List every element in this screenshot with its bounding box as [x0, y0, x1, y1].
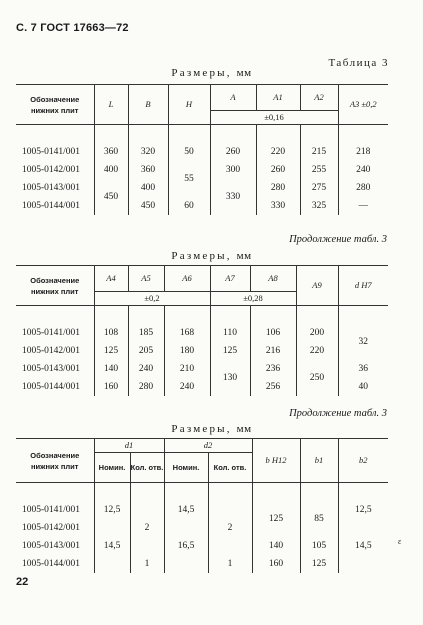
cell: 1005-0144/001 [16, 197, 94, 215]
cell: 2 [208, 501, 252, 555]
header-A5: A5 [128, 266, 164, 292]
cell: 140 [252, 537, 300, 555]
cell: 110 [210, 324, 250, 342]
header-d-H7: d H7 [338, 266, 388, 306]
cell: 14,5 [354, 540, 372, 551]
header-A8: A8 [250, 266, 296, 292]
cell: 180 [164, 342, 210, 360]
header-kol-2: Кол. отв. [208, 453, 252, 483]
page-number: 22 [16, 576, 29, 588]
header-b2: b2 [338, 439, 388, 483]
row-label-header: Обозначение нижних плит [16, 439, 94, 483]
cell: 250 [296, 360, 338, 396]
cell: 450 [94, 179, 128, 215]
cell: 240 [128, 360, 164, 378]
subtitle-text: Размеры, [171, 250, 232, 262]
header-B: B [128, 85, 168, 125]
cell: 216 [250, 342, 296, 360]
cell: 16,5 [164, 519, 208, 573]
cell: 2 [130, 501, 164, 555]
cell: 55 [168, 161, 210, 197]
cell: 236 [250, 360, 296, 378]
cell: 106 [250, 324, 296, 342]
cell: 14,5 [164, 501, 208, 519]
cell: 40 [358, 381, 368, 392]
cell: 85 [300, 501, 338, 537]
cell: 108 [94, 324, 128, 342]
table-3 [16, 438, 388, 573]
table2-subtitle [0, 250, 423, 262]
header-kol-1: Кол. отв. [130, 453, 164, 483]
cell: 200 [296, 324, 338, 342]
cell: 260 [210, 143, 256, 161]
cell: 240 [164, 378, 210, 396]
cell: 320 [128, 143, 168, 161]
cell: 360 [128, 161, 168, 179]
cell: 130 [210, 360, 250, 396]
cell: 36 [358, 363, 368, 374]
cell: 1005-0143/001 [16, 537, 94, 555]
cell: 1005-0141/001 [16, 324, 94, 342]
continuation-label-3: Продолжение табл. 3 [289, 408, 387, 419]
header-A4: A4 [94, 266, 128, 292]
header-A1: A1 [256, 85, 300, 111]
cell: 185 [128, 324, 164, 342]
header-A9: A9 [296, 266, 338, 306]
cell: 210 [164, 360, 210, 378]
header-b-H12: b H12 [252, 439, 300, 483]
cell: 140 [94, 360, 128, 378]
cell: 255 [300, 161, 338, 179]
cell: 1005-0143/001 [16, 360, 94, 378]
header-H: H [168, 85, 210, 125]
table-1 [16, 84, 388, 215]
cell: 105 [300, 537, 338, 555]
cell: 275 [300, 179, 338, 197]
unit-text: мм [236, 250, 252, 262]
cell: 280 [256, 179, 300, 197]
cell: 260 [256, 161, 300, 179]
cell: 280 [356, 182, 371, 193]
cell: 50 [168, 143, 210, 161]
header-nom-1: Номин. [94, 453, 130, 483]
header-d2: d2 [164, 439, 252, 453]
cell: 1005-0142/001 [16, 519, 94, 537]
cell: 168 [164, 324, 210, 342]
tolerance-02: ±0,2 [94, 292, 210, 306]
cell: 1005-0144/001 [16, 555, 94, 573]
cell: 14,5 [94, 519, 130, 573]
row-label-header: Обозначение нижних плит [16, 266, 94, 306]
cell: 450 [128, 197, 168, 215]
header-A3: A3 ±0,2 [338, 85, 388, 125]
cell: 325 [300, 197, 338, 215]
cell: 360 [94, 143, 128, 161]
cell: 125 [252, 501, 300, 537]
cell: 1005-0142/001 [16, 161, 94, 179]
cell: 330 [256, 197, 300, 215]
cell: 256 [250, 378, 296, 396]
cell: 215 [300, 143, 338, 161]
cell: 1005-0141/001 [16, 501, 94, 519]
cell: 205 [128, 342, 164, 360]
cell: 1005-0143/001 [16, 179, 94, 197]
cell: 1005-0141/001 [16, 143, 94, 161]
subtitle-text: Размеры, [171, 67, 232, 79]
cell: 125 [300, 555, 338, 573]
cell: 1005-0142/001 [16, 342, 94, 360]
table-number: Таблица 3 [328, 57, 389, 69]
unit-text: мм [236, 423, 252, 435]
row-label-header: Обозначение нижних плит [16, 85, 94, 125]
cell: 12,5 [354, 504, 372, 515]
cell: 220 [296, 342, 338, 360]
cell: 160 [252, 555, 300, 573]
cell: 400 [94, 161, 128, 179]
table3-subtitle [0, 423, 423, 435]
table1-subtitle [0, 67, 423, 79]
cell: 1 [130, 555, 164, 573]
scan-mark-icon: ε [398, 537, 402, 546]
header-A6: A6 [164, 266, 210, 292]
continuation-label-2: Продолжение табл. 3 [289, 234, 387, 245]
cell: 330 [210, 179, 256, 215]
cell: 280 [128, 378, 164, 396]
cell: 218 [356, 146, 371, 157]
unit-text: мм [236, 67, 252, 79]
header-L: L [94, 85, 128, 125]
cell: 400 [128, 179, 168, 197]
tolerance-028: ±0,28 [210, 292, 296, 306]
subtitle-text: Размеры, [171, 423, 232, 435]
header-A: A [210, 85, 256, 111]
header-nom-2: Номин. [164, 453, 208, 483]
cell: 125 [210, 342, 250, 360]
cell: 125 [94, 342, 128, 360]
cell: 160 [94, 378, 128, 396]
cell: 1005-0144/001 [16, 378, 94, 396]
table-2 [16, 265, 388, 396]
cell: 32 [358, 336, 368, 347]
page-header: С. 7 ГОСТ 17663—72 [16, 22, 129, 34]
header-A7: A7 [210, 266, 250, 292]
cell: 12,5 [94, 501, 130, 519]
cell: 240 [356, 164, 371, 175]
header-d1: d1 [94, 439, 164, 453]
header-A2: A2 [300, 85, 338, 111]
header-b1: b1 [300, 439, 338, 483]
cell: 300 [210, 161, 256, 179]
tolerance-016: ±0,16 [210, 111, 338, 125]
cell: 1 [208, 555, 252, 573]
cell: 60 [168, 197, 210, 215]
cell: — [358, 200, 368, 211]
cell: 220 [256, 143, 300, 161]
